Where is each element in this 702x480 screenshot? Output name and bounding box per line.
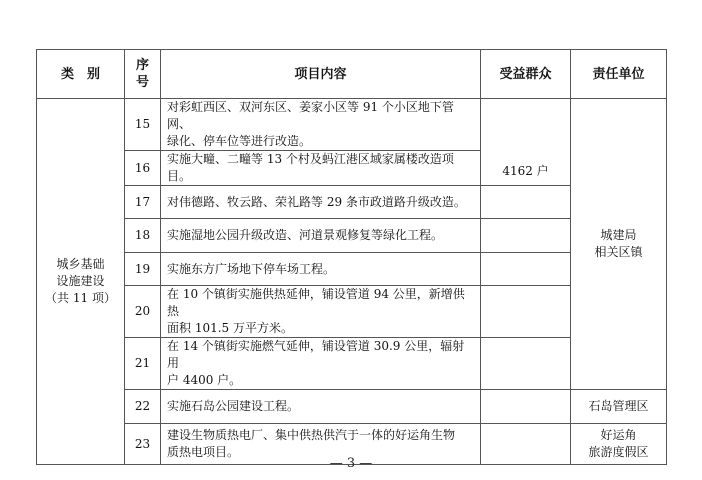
row-content-line: 在 10 个镇街实施供热延伸，铺设管道 94 公里，新增供热 xyxy=(167,287,465,318)
beneficiaries-cell-empty xyxy=(481,253,571,286)
row-content: 对伟德路、牧云路、荣礼路等 29 条市政道路升级改造。 xyxy=(161,186,481,219)
category-cell xyxy=(37,99,125,465)
beneficiaries-cell xyxy=(481,99,571,186)
table-row xyxy=(37,99,667,151)
row-number: 22 xyxy=(125,390,161,424)
row-content-line: 面积 101.5 万平方米。 xyxy=(167,321,293,335)
row-content xyxy=(161,338,481,390)
row-content-line: 质热电项目。 xyxy=(167,445,240,459)
row-content-line: 绿化、停车位等进行改造。 xyxy=(167,134,312,148)
unit-cell-shidao: 石岛管理区 xyxy=(571,390,667,424)
beneficiaries-value: 4162 户 xyxy=(502,164,549,178)
row-number: 19 xyxy=(125,253,161,286)
row-number: 17 xyxy=(125,186,161,219)
row-number: 15 xyxy=(125,99,161,151)
unit-line: 相关区镇 xyxy=(594,245,643,259)
row-number: 18 xyxy=(125,219,161,253)
unit-cell-chengjian xyxy=(571,99,667,390)
beneficiaries-cell-empty xyxy=(481,338,571,390)
row-content: 实施大疃、二疃等 13 个村及蚂江港区域家属楼改造项目。 xyxy=(161,151,481,186)
row-content-line: 对彩虹西区、双河东区、姜家小区等 91 个小区地下管网、 xyxy=(167,100,454,131)
category-line: 设施建设 xyxy=(56,274,105,288)
beneficiaries-cell-empty xyxy=(481,390,571,424)
unit-line: 好运角 xyxy=(600,428,637,442)
row-content-line: 在 14 个镇街实施燃气延伸，铺设管道 30.9 公里，辐射用 xyxy=(167,339,465,370)
row-content: 实施湿地公园升级改造、河道景观修复等绿化工程。 xyxy=(161,219,481,253)
header-unit: 责任单位 xyxy=(571,50,667,99)
row-content: 实施石岛公园建设工程。 xyxy=(161,390,481,424)
row-number: 20 xyxy=(125,286,161,338)
table-header-row xyxy=(37,50,667,99)
header-beneficiaries: 受益群众 xyxy=(481,50,571,99)
row-number: 16 xyxy=(125,151,161,186)
table-row xyxy=(37,390,667,424)
header-content: 项目内容 xyxy=(161,50,481,99)
row-number: 21 xyxy=(125,338,161,390)
beneficiaries-cell-empty xyxy=(481,286,571,338)
page-number: — 3 — xyxy=(329,456,373,471)
header-category: 类 别 xyxy=(37,50,125,99)
project-table xyxy=(36,49,667,465)
row-number: 23 xyxy=(125,424,161,465)
category-line: （共 11 项） xyxy=(45,291,116,305)
unit-line: 旅游度假区 xyxy=(588,445,649,459)
row-content xyxy=(161,286,481,338)
category-line: 城乡基础 xyxy=(56,257,105,271)
row-content-line: 建设生物质热电厂、集中供热供汽于一体的好运角生物 xyxy=(167,428,456,442)
unit-line: 城建局 xyxy=(600,228,637,242)
beneficiaries-cell-empty xyxy=(481,219,571,253)
row-content: 实施东方广场地下停车场工程。 xyxy=(161,253,481,286)
row-content xyxy=(161,99,481,151)
header-number: 序号 xyxy=(125,50,161,99)
beneficiaries-cell-empty xyxy=(481,186,571,219)
row-content-line: 户 4400 户。 xyxy=(167,373,242,387)
